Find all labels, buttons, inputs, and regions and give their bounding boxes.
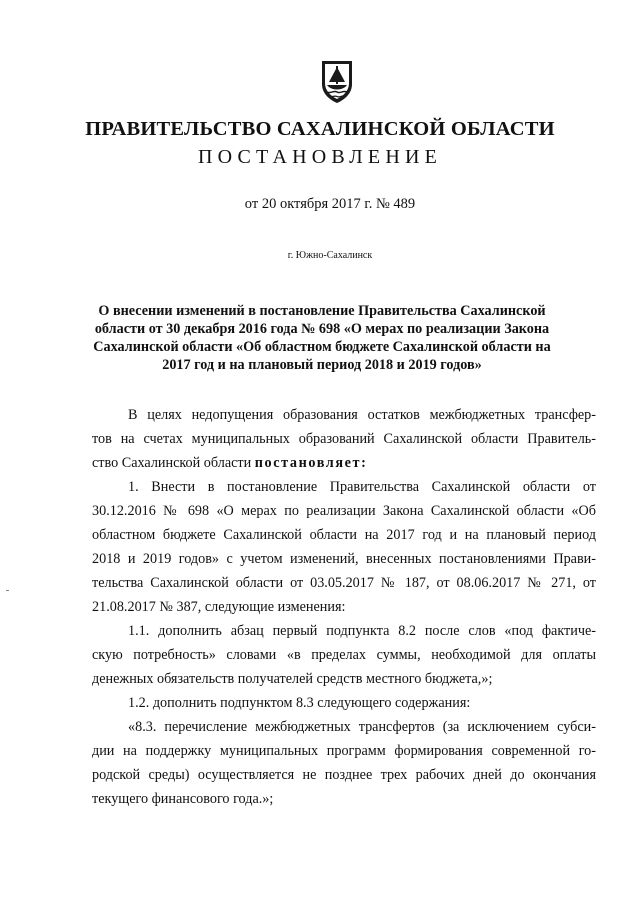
body-text-fragment: ство Сахалинской области <box>92 455 255 471</box>
body-line: денежных обязательств получателей средств местного бюджета,»; <box>92 671 493 687</box>
body-line: В целях недопущения образования остатков межбюджетных трансфер- <box>128 407 596 423</box>
document-body <box>92 403 596 811</box>
scan-artifact <box>6 590 9 591</box>
body-line: 1.2. дополнить подпунктом 8.3 следующего содержания: <box>128 695 471 711</box>
body-line: 1.1. дополнить абзац первый подпункта 8.2 после слов «под фактиче- <box>128 623 596 639</box>
body-line: 30.12.2016 № 698 «О мерах по реализации Закона Сахалинской области «Об <box>92 503 596 519</box>
subject-line: области от 30 декабря 2016 года № 698 «О мерах по реализации Закона <box>94 321 550 337</box>
document-date-number: от 20 октября 2017 г. № 489 <box>244 196 416 212</box>
body-line: дии на поддержку муниципальных программ формирования современной го- <box>92 743 596 759</box>
subject-line: 2017 год и на плановый период 2018 и 2019 годов» <box>162 357 482 373</box>
body-line <box>92 451 596 475</box>
decree-keyword: постановляет: <box>254 455 368 471</box>
body-line: 1. Внести в постановление Правительства Сахалинской области от <box>128 479 596 495</box>
document-subject <box>92 302 552 374</box>
document-type: ПОСТАНОВЛЕНИЕ <box>197 146 443 168</box>
document-city: г. Южно-Сахалинск <box>287 250 373 261</box>
body-line: текущего финансового года.»; <box>92 791 274 807</box>
body-line: скую потребность» словами «в пределах суммы, необходимой для оплаты <box>92 647 596 663</box>
body-line: родской среды) осуществляется не позднее трех рабочих дней до окончания <box>92 767 596 783</box>
body-line: «8.3. перечисление межбюджетных трансфертов (за исключением субси- <box>128 719 596 735</box>
body-line: 2018 и 2019 годов» с учетом изменений, внесенных постановлениями Прави- <box>92 551 596 567</box>
government-title: ПРАВИТЕЛЬСТВО САХАЛИНСКОЙ ОБЛАСТИ <box>85 118 555 140</box>
subject-line: Сахалинской области «Об областном бюджете Сахалинской области на <box>93 339 551 355</box>
body-line: тов на счетах муниципальных образований Сахалинской области Правитель- <box>92 431 596 447</box>
sakhalin-coat-of-arms-icon <box>319 58 355 104</box>
body-line: 21.08.2017 № 387, следующие изменения: <box>92 599 346 615</box>
subject-line: О внесении изменений в постановление Правительства Сахалинской <box>98 303 546 319</box>
body-line: тельства Сахалинской области от 03.05.2017 № 187, от 08.06.2017 № 271, от <box>92 575 596 591</box>
body-line: областном бюджете Сахалинской области на 2017 год и на плановый период <box>92 527 596 543</box>
